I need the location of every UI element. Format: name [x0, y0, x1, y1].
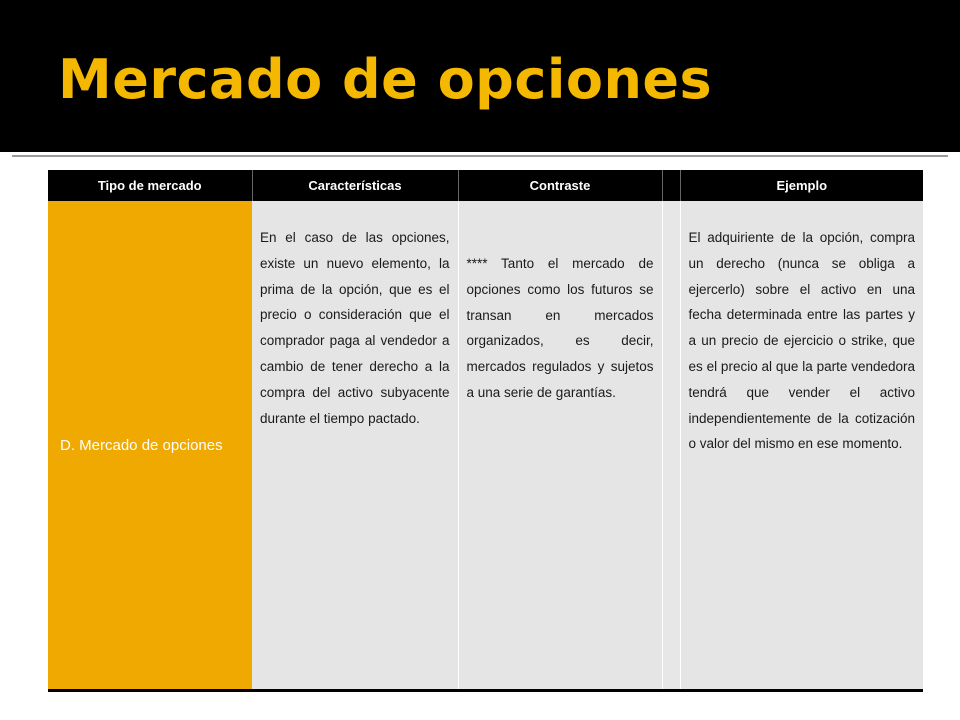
header-ejemplo: Ejemplo: [680, 170, 923, 201]
cell-ejemplo: El adquiriente de la opción, compra un derecho (nunca se obliga a ejercerlo) sobre el activo en una fecha determinada entre las partes y a un precio de ejercicio o strike, que es el precio al que la parte vendedora tendrá que vender el activo independientemente de la cotización o valor del mismo en ese momento.: [680, 201, 923, 691]
options-market-table: [48, 170, 923, 692]
header-contraste: Contraste: [458, 170, 662, 201]
cell-spacer: [662, 201, 680, 691]
table-row: [48, 201, 923, 691]
header-spacer: [662, 170, 680, 201]
cell-contraste: **** Tanto el mercado de opciones como los futuros se transan en mercados organizados, es decir, mercados regulados y sujetos a una serie de garantías.: [458, 201, 662, 691]
table-header-row: [48, 170, 923, 201]
title-divider-line: [12, 155, 948, 157]
slide-title: Mercado de opciones: [58, 48, 713, 111]
cell-caracteristicas: En el caso de las opciones, existe un nuevo elemento, la prima de la opción, que es el precio o consideración que el comprador paga al vendedor a cambio de tener derecho a la compra del activo subyacente durante el tiempo pactado.: [252, 201, 458, 691]
header-tipo-de-mercado: Tipo de mercado: [48, 170, 252, 201]
title-divider: [0, 152, 960, 162]
cell-tipo-de-mercado: D. Mercado de opciones: [48, 201, 252, 691]
header-caracteristicas: Características: [252, 170, 458, 201]
